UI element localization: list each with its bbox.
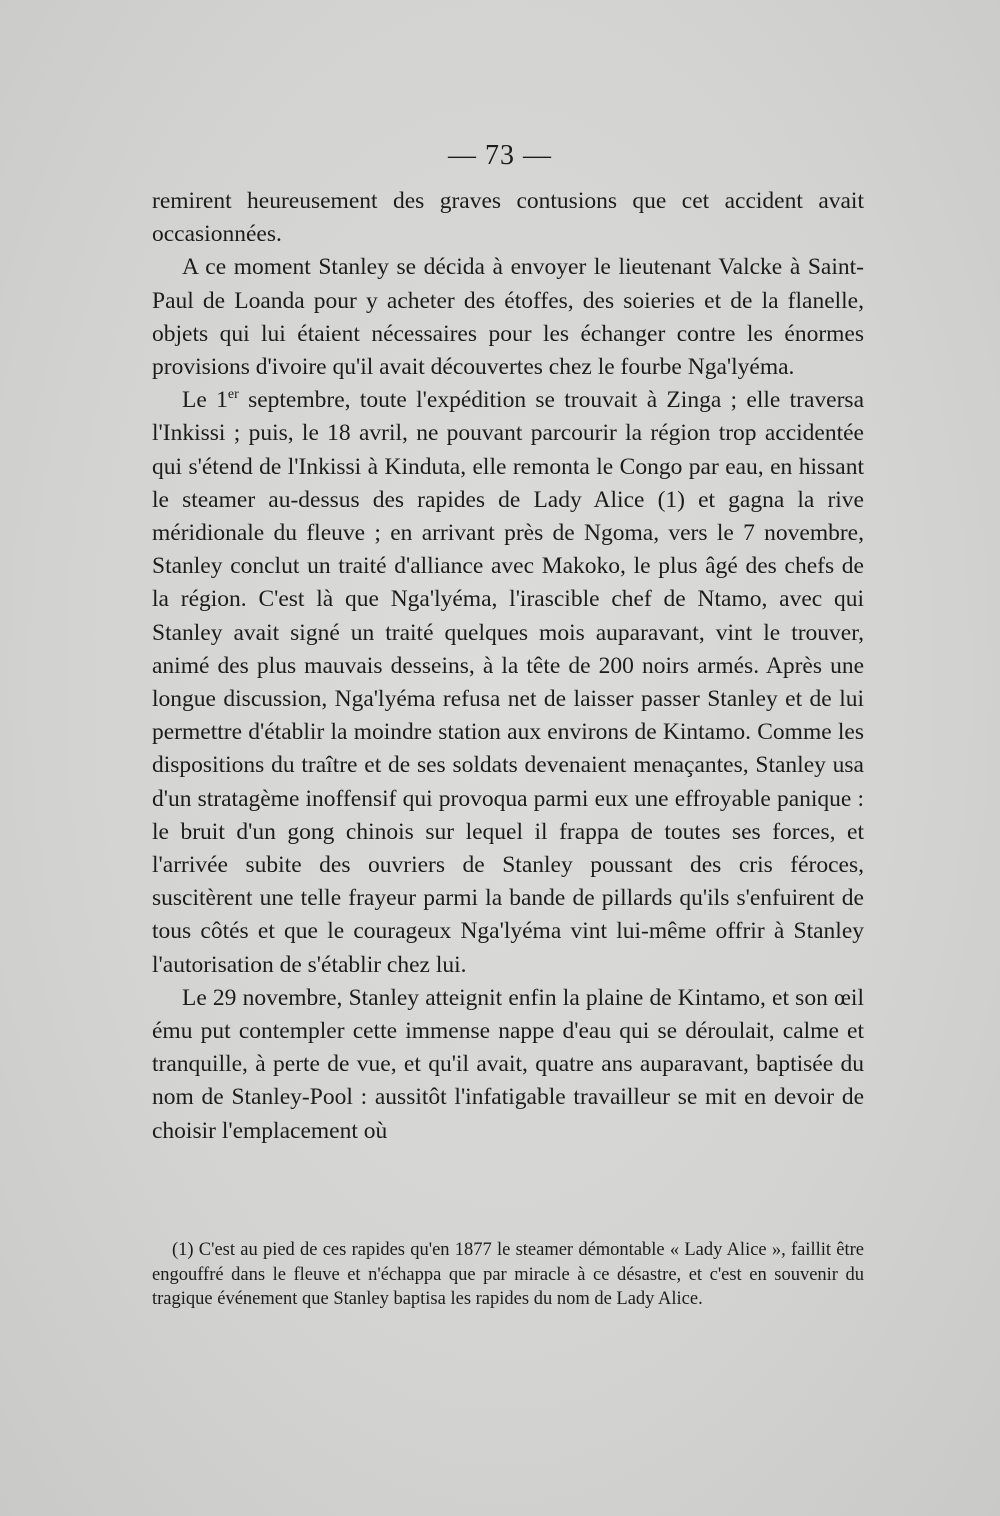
paragraph-continuation: remirent heureusement des graves contusions que cet accident avait occasionnées.: [152, 188, 864, 248]
date-day: Le 1: [182, 387, 228, 414]
paragraph-september-text: septembre, toute l'expédition se trouvait à Zinga ; elle traversa l'Inkissi ; puis, le 18 avril, ne pouvant parcourir la région trop accidentée qui s'étend de l'Inkissi à Kinduta, elle remonta le Congo par eau, en hissant le steamer au-dessus des rapides de Lady Alice (1) et gagna la rive méridionale du fleuve ; en arrivant près de Ngoma, vers le 7 novembre, Stanley conclut un traité d'alliance avec Makoko, le plus âgé des chefs de la région. C'est là que Nga'lyéma, l'irascible chef de Ntamo, avec qui Stanley avait signé un traité quelques mois auparavant, vint le trouver, animé des plus mauvais desseins, à la tête de 200 noirs armés. Après une longue discussion, Nga'lyéma refusa net de laisser passer Stanley et de lui permettre d'établir la moindre station aux environs de Kintamo. Comme les dispositions du traître et de ses soldats devenaient menaçantes, Stanley usa d'un stratagème inoffensif qui provoqua parmi eux une effroyable panique : le bruit d'un gong chinois sur lequel il frappa de toutes ses forces, et l'arrivée subite des ouvriers de Stanley poussant des cris féroces, suscitèrent une telle frayeur parmi la bande de pillards qu'ils s'enfuirent de tous côtés et que le courageux Nga'lyéma vint lui-même offrir à Stanley l'autorisation de s'établir chez lui.: [152, 387, 864, 978]
body-text: [152, 185, 864, 1148]
footnote-1: (1) C'est au pied de ces rapides qu'en 1877 le steamer démontable « Lady Alice », faillit être engouffré dans le fleuve et n'échappa que par miracle à ce désastre, et c'est en souvenir du tragique événement que Stanley baptisa les rapides du nom de Lady Alice.: [152, 1240, 864, 1309]
paragraph-september: [152, 384, 864, 982]
footnotes: [152, 1238, 864, 1312]
paragraph-november: Le 29 novembre, Stanley atteignit enfin la plaine de Kintamo, et son œil ému put contempler cette immense nappe d'eau qui se déroulait, calme et tranquille, à perte de vue, et qu'il avait, quatre ans auparavant, baptisée du nom de Stanley-Pool : aussitôt l'infatigable travailleur se mit en devoir de choisir l'emplacement où: [152, 984, 864, 1144]
paragraph-valcke: A ce moment Stanley se décida à envoyer le lieutenant Valcke à Saint-Paul de Loanda pour y acheter des étoffes, des soieries et de la flanelle, objets qui lui étaient nécessaires pour les échanger contre les énormes provisions d'ivoire qu'il avait découvertes chez le fourbe Nga'lyéma.: [152, 254, 864, 381]
page-number: — 73 —: [448, 140, 552, 171]
ordinal-superscript: er: [227, 387, 239, 403]
